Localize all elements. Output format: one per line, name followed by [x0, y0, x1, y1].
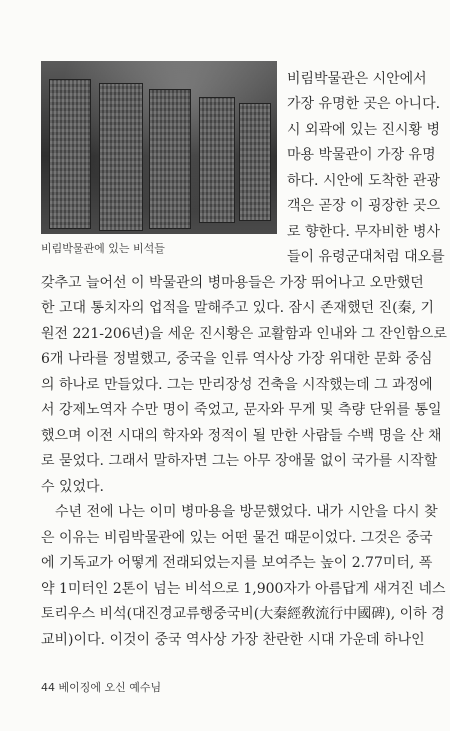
body-line: 은 이유는 비림박물관에 있는 어떤 물건 때문이었다. 그것은 중국: [41, 530, 433, 546]
body-line: 비림박물관은 시안에서: [287, 71, 427, 87]
stele-slab: [99, 83, 143, 231]
body-line: 가장 유명한 곳은 아니다.: [287, 96, 441, 112]
stele-slab: [199, 97, 235, 223]
body-line: 교비)이다. 이것이 중국 역사상 가장 찬란한 시대 가운데 하나인: [41, 632, 425, 648]
stele-slab: [149, 89, 191, 229]
stele-slab: [239, 103, 271, 221]
body-line: 한 고대 통치자의 업적을 말해주고 있다. 잠시 존재했던 진(秦, 기: [41, 300, 434, 316]
stele-photo: [41, 61, 277, 234]
body-line: 로 묻었다. 그래서 말하자면 그는 아무 장애물 없이 국가를 시작할: [41, 453, 438, 469]
body-line: 마용 박물관이 가장 유명: [287, 147, 436, 163]
body-line: 객은 곧장 이 굉장한 곳으: [287, 198, 441, 214]
body-line: 하다. 시안에 도착한 관광: [287, 173, 441, 189]
body-line: 갖추고 늘어선 이 박물관의 병마용들은 가장 뛰어나고 오만했던: [41, 275, 424, 291]
body-line: 의 하나로 만들었다. 그는 만리장성 건축을 시작했는데 그 과정에: [41, 377, 433, 393]
body-line: 토리우스 비석(대진경교류행중국비(大秦經敎流行中國碑), 이하 경: [41, 606, 445, 622]
photo-caption: 비림박물관에 있는 비석들: [41, 242, 165, 255]
body-line: 로 향한다. 무자비한 병사: [287, 224, 441, 240]
body-line: 에 기독교가 어떻게 전래되었는지를 보여주는 높이 2.77미터, 폭: [41, 555, 433, 571]
body-line: 수 있었다.: [41, 479, 104, 495]
body-line: 약 1미터인 2톤이 넘는 비석으로 1,900자가 아름답게 새겨진 네스: [41, 581, 446, 597]
paragraph-start-line: 수년 전에 나는 이미 병마용을 방문했었다. 내가 시안을 다시 찾: [55, 504, 438, 520]
body-line: 원전 221-206년)을 세운 진시황은 교활함과 인내와 그 잔인함으로: [41, 326, 447, 342]
page-footer: 44 베이징에 오신 예수님: [41, 681, 162, 694]
body-line: 서 강제노역자 수만 명이 죽었고, 문자와 무게 및 측량 단위를 통일: [41, 402, 442, 418]
body-line: 했으며 이전 시대의 학자와 정적이 될 만한 사람들 수백 명을 산 채: [41, 428, 442, 444]
body-line: 6개 나라를 정벌했고, 중국을 인류 역사상 가장 위대한 문화 중심: [41, 351, 433, 367]
stele-slab: [49, 79, 91, 229]
body-line: 시 외곽에 있는 진시황 병: [287, 122, 441, 138]
body-line: 들이 유령군대처럼 대오를: [287, 249, 445, 265]
